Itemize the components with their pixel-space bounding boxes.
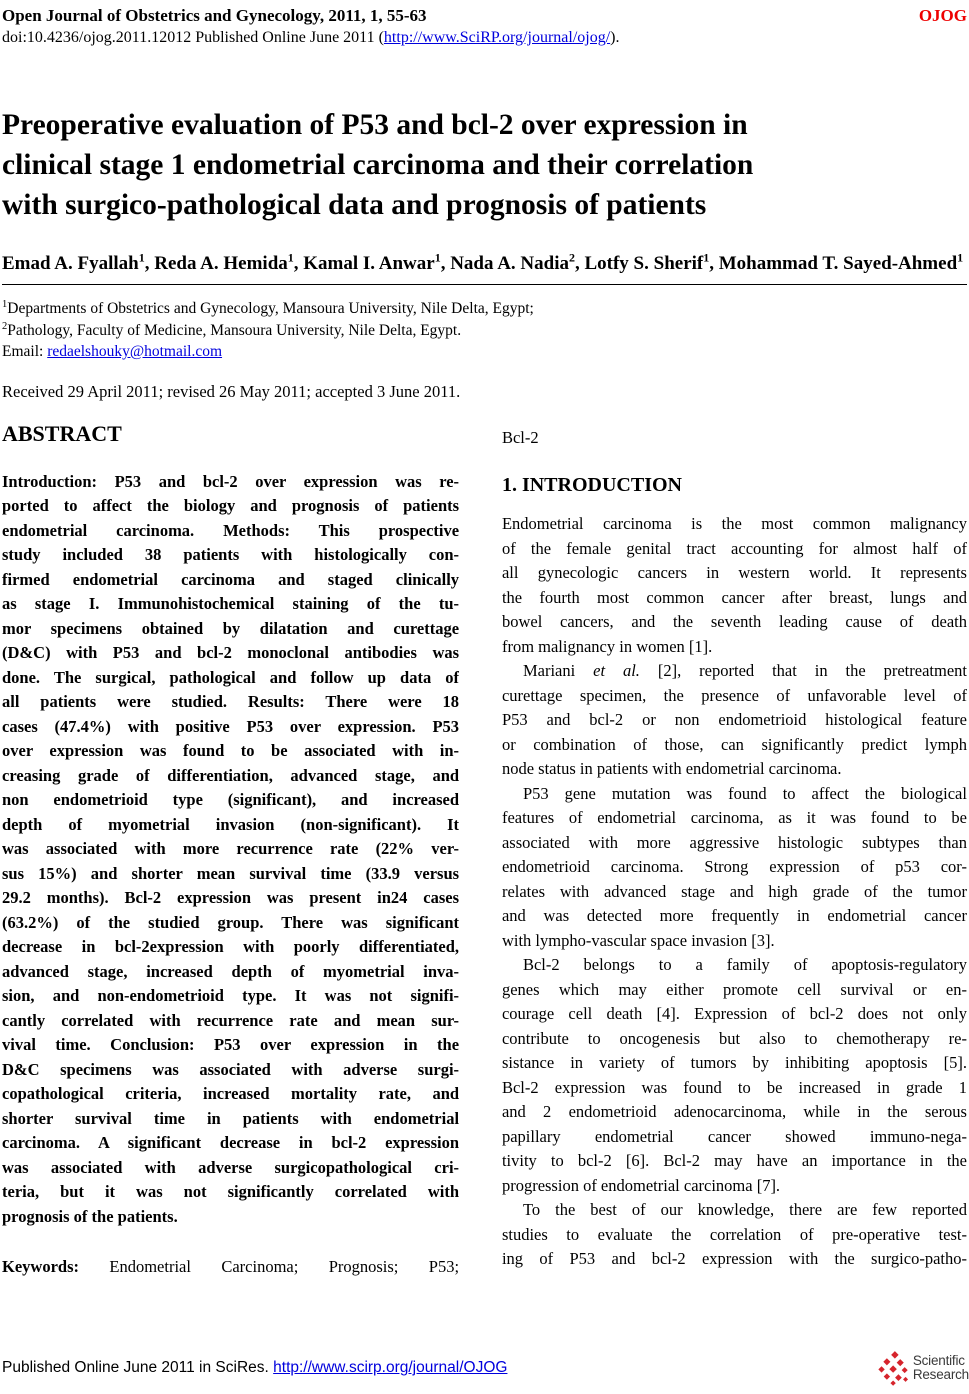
text-line: Introduction: P53 and bcl-2 over expression was re- (2, 471, 460, 491)
scirp-diamonds-icon (878, 1350, 913, 1386)
text-line: all patients were studied. Results: There were 18 (2, 692, 460, 711)
affiliation-line: $^1$Departments of Obstetrics and Gynecology, Mansoura University, Nile Delta, Egypt; (2, 298, 534, 317)
journal-url-link[interactable]: http://www.SciRP.org/journal/ojog/ (383, 29, 611, 46)
text-line: as stage I. Immunohistochemical staining of the tu- (2, 594, 460, 613)
text-line (2, 1255, 459, 1280)
text-line: and was detected more frequently in endometrial cancer (501, 906, 967, 925)
text-line: studies to evaluate the correlation of pre-operative test- (501, 1224, 967, 1244)
doi-suffix: ). (610, 29, 620, 46)
text-line: cantly correlated with recurrence rate and mean sur- (2, 1010, 460, 1030)
received-dates: Received 29 April 2011; revised 26 May 2011; accepted 3 June 2011. (2, 381, 461, 401)
text-line: curettage specimen, the presence of unfavorable level of (501, 685, 967, 705)
author-name: Mohammad T. Sayed-Ahmed (718, 253, 958, 274)
text-line: decrease in bcl-2expression with poorly differentiated, (2, 937, 460, 956)
text-line: non endometrioid type (significant), and increased (2, 790, 460, 809)
text-line: To the best of our knowledge, there are few reported (522, 1200, 967, 1219)
text-line: courage cell death [4]. Expression of bcl-2 does not only (501, 1004, 967, 1023)
text-line: done. The surgical, pathological and follow up data of (2, 667, 460, 687)
abstract-heading: ABSTRACT (2, 420, 122, 446)
text-line: D&C specimens was associated with adverse surgi- (2, 1059, 460, 1079)
author-affiliation-superscript: 1 (138, 250, 145, 265)
introduction-body (502, 512, 967, 1272)
text-segment: [2], reported that in the pretreatment (639, 661, 967, 680)
doi-line (2, 29, 967, 47)
email-line (2, 341, 967, 363)
email-link[interactable]: redaelshouky@hotmail.com (47, 343, 223, 360)
author-name: Emad A. Fyallah (2, 253, 139, 274)
text-line: firmed endometrial carcinoma and staged clinically (2, 569, 460, 589)
column-gutter (459, 421, 502, 1280)
author-name: Reda A. Hemida (154, 253, 288, 274)
text-line: mor specimens obtained by dilatation and curettage (2, 618, 460, 638)
text-line: Bcl-2 belongs to a family of apoptosis-regulatory (522, 955, 967, 974)
paragraph (502, 512, 967, 659)
text-line: or combination of those, can significantly predict lymph (501, 734, 967, 754)
author-affiliation-superscript: 1 (703, 250, 710, 265)
text-line: shorter survival time in patients with endometrial (2, 1108, 460, 1128)
text-line: sion, and non-endometrioid type. It was not signifi- (2, 986, 460, 1005)
journal-code: OJOG (918, 6, 967, 25)
keywords-line (2, 1255, 459, 1280)
text-line: P53 gene mutation was found to affect the biological (522, 783, 967, 803)
text-line: and 2 endometrioid adenocarcinoma, while in the serous (501, 1102, 967, 1121)
author-name: Kamal I. Anwar (303, 253, 435, 274)
text-line: was associated with adverse surgicopathological cri- (2, 1157, 460, 1177)
text-line: over expression was found to be associated with in- (2, 741, 460, 760)
footer-publish-line (2, 1359, 507, 1377)
text-line: was associated with more recurrence rate (22% ver- (2, 839, 460, 858)
text-line: bowel cancers, and the seventh leading cause of death (501, 612, 967, 631)
author-affiliation-superscript: 2 (568, 250, 575, 265)
author-affiliation-superscript: 1 (287, 250, 294, 265)
text-line: vival time. Conclusion: P53 over expression in the (2, 1035, 460, 1054)
logo-word-research: Research (912, 1367, 969, 1382)
left-column (2, 421, 459, 1280)
affiliations (2, 298, 967, 363)
title-line: Preoperative evaluation of P53 and bcl-2 over expression in (2, 109, 748, 141)
paragraph (2, 470, 459, 1230)
keywords-continuation: Bcl-2 (501, 427, 539, 447)
journal-citation: Open Journal of Obstetrics and Gynecology, 2011, 1, 55-63 (2, 6, 427, 25)
text-line: copathological criteria, increased mortality rate, and (2, 1084, 460, 1103)
text-line: associated with more aggressive histologic subtypes than (501, 832, 967, 852)
author-affiliation-superscript: 1 (957, 250, 964, 265)
right-column (502, 421, 967, 1280)
text-line: relates with advanced stage and high grade of the tumor (501, 881, 967, 901)
text-line: sus 15%) and shorter mean survival time (33.9 versus (2, 863, 460, 883)
email-label: Email: (2, 343, 48, 360)
scientific-research-logo (878, 1350, 969, 1386)
text-line: the fourth most common cancer after breast, lungs and (501, 587, 967, 607)
logo-wordmark (913, 1354, 969, 1382)
paragraph (502, 1198, 967, 1272)
page-footer (2, 1350, 969, 1386)
text-segment: Mariani (522, 661, 594, 680)
text-line: endometrioid carcinoma. Strong expression of p53 cor- (501, 857, 967, 876)
text-line: advanced stage, increased depth of myometrial inva- (2, 961, 460, 981)
text-line: tivity to bcl-2 [6]. Bcl-2 may have an importance in the (501, 1151, 967, 1170)
text-line: Endometrial carcinoma is the most common malignancy (501, 514, 967, 533)
text-line: teria, but it was not significantly correlated with (2, 1182, 460, 1201)
author-affiliation-superscript: 1 (434, 250, 441, 265)
text-line: features of endometrial carcinoma, as it was found to be (501, 808, 967, 827)
title-line: with surgico-pathological data and prognosis of patients (2, 189, 707, 221)
logo-word-scientific: Scientific (912, 1353, 965, 1368)
text-line: P53 and bcl-2 or non endometrioid histological feature (501, 710, 967, 729)
abstract-body (2, 470, 459, 1230)
author-name: Nada A. Nadia (450, 253, 569, 274)
text-line: progression of endometrial carcinoma [7]. (501, 1175, 781, 1195)
text-line: ing of P53 and bcl-2 expression with the surgico-patho- (501, 1249, 967, 1268)
paragraph (502, 953, 967, 1198)
author-list: Emad A. Fyallah$^1$, Reda A. Hemida$^1$, Kamal I. Anwar$^1$, Nada A. Nadia$^2$, Lotfy S. Sherif$^1$, Mohammad T. Sayed-Ahmed$^1$ (2, 250, 964, 274)
introduction-heading: 1. INTRODUCTION (501, 474, 682, 496)
text-line: (D&C) with P53 and bcl-2 monoclonal antibodies was (2, 643, 460, 662)
text-segment: Keywords: (2, 1257, 110, 1276)
text-line: endometrial carcinoma. Methods: This prospective (2, 520, 460, 540)
paragraph (502, 782, 967, 954)
title-line: clinical stage 1 endometrial carcinoma and their correlation (2, 149, 754, 181)
text-line: contribute to oncogenesis but also to chemotherapy re- (501, 1028, 967, 1048)
text-line: depth of myometrial invasion (non-significant). It (2, 814, 460, 834)
text-segment: et al. (593, 661, 640, 680)
text-line: genes which may either promote cell survival or en- (501, 979, 967, 999)
text-segment: Endometrial Carcinoma; Prognosis; P53; (109, 1257, 460, 1276)
page-header (2, 6, 967, 26)
text-line: all gynecologic cancers in western world. It represents (501, 563, 967, 582)
text-line: of the female genital tract accounting for almost half of (501, 538, 967, 558)
footer-text: Published Online June 2011 in SciRes. (2, 1359, 274, 1376)
two-column-body (2, 421, 967, 1280)
text-line: sistance in variety of tumors by inhibiting apoptosis [5]. (501, 1053, 967, 1072)
text-line: cases (47.4%) with positive P53 over expression. P53 (2, 716, 460, 736)
affiliation-line: $^2$Pathology, Faculty of Medicine, Mansoura University, Nile Delta, Egypt. (2, 320, 462, 339)
text-line: study included 38 patients with histologically con- (2, 545, 460, 564)
text-line: with lympho-vascular space invasion [3]. (501, 930, 775, 950)
paper-title (2, 105, 967, 225)
footer-journal-link[interactable]: http://www.scirp.org/journal/OJOG (273, 1359, 508, 1376)
text-line: creasing grade of differentiation, advanced stage, and (2, 765, 460, 785)
text-line: prognosis of the patients. (2, 1206, 178, 1226)
paragraph (2, 1255, 459, 1280)
text-line: ported to affect the biology and prognosis of patients (2, 496, 460, 515)
text-line: (63.2%) of the studied group. There was significant (2, 912, 460, 932)
text-line (502, 659, 967, 684)
text-line: 29.2 months). Bcl-2 expression was present in24 cases (2, 888, 460, 907)
text-line: Bcl-2 expression was found to be increased in grade 1 (501, 1077, 967, 1097)
text-line: papillary endometrial cancer showed immuno-nega- (501, 1126, 967, 1146)
author-divider (2, 284, 967, 285)
author-name: Lotfy S. Sherif (584, 253, 704, 274)
doi-text: doi:10.4236/ojog.2011.12012 Published Online June 2011 ( (2, 29, 384, 46)
paragraph (502, 659, 967, 782)
text-line: from malignancy in women [1]. (501, 636, 713, 656)
text-line: carcinoma. A significant decrease in bcl-2 expression (2, 1133, 460, 1152)
text-line: node status in patients with endometrial carcinoma. (501, 759, 842, 778)
